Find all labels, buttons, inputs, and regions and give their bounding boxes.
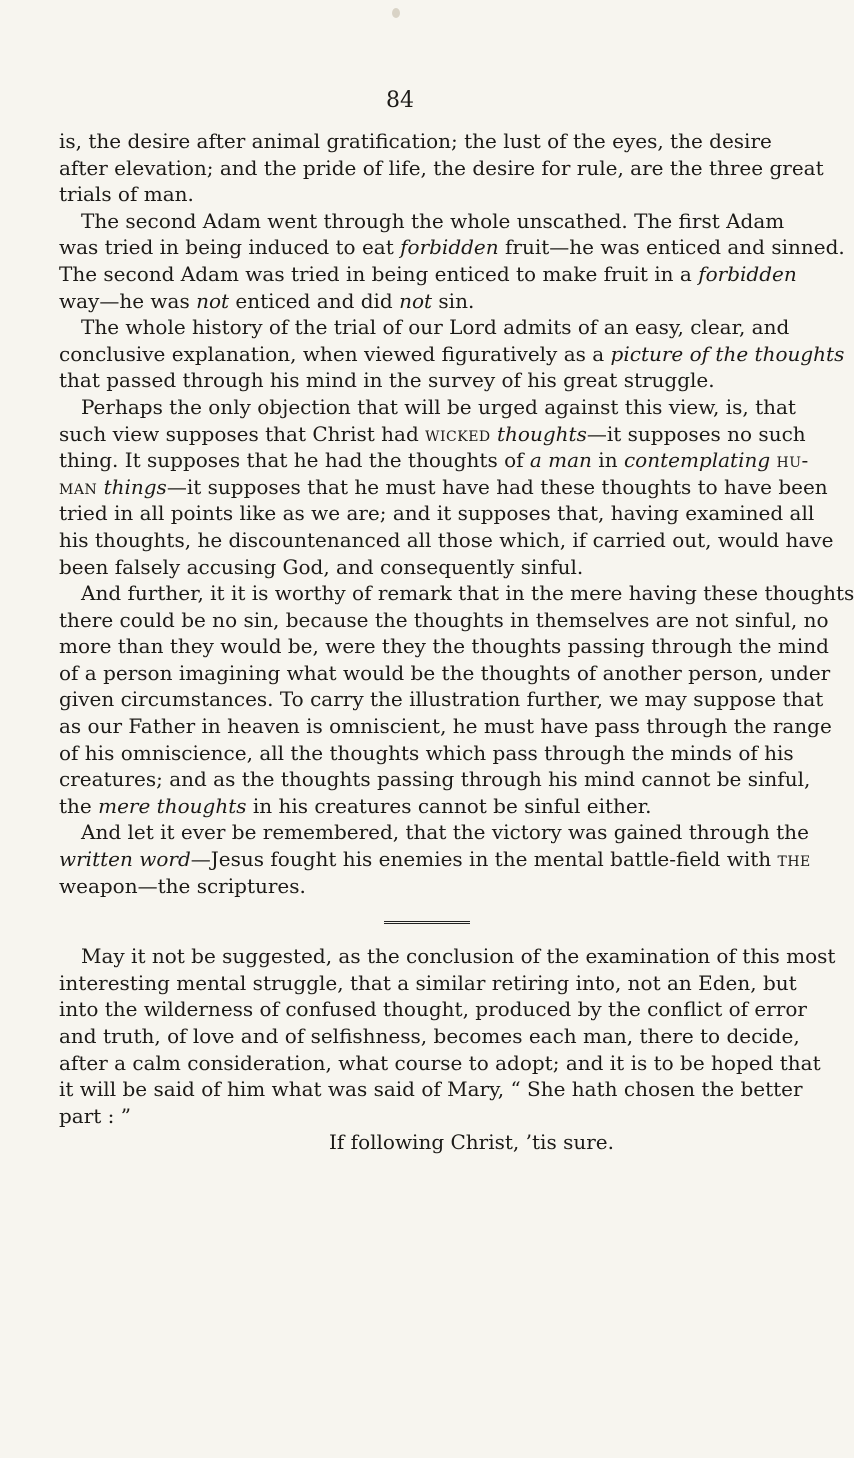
text-segment: enticed and did	[229, 288, 400, 313]
italic-text: written word	[59, 847, 191, 872]
text-segment: that passed through his mind in the survey of his great struggle.	[59, 368, 715, 393]
text-line	[59, 527, 834, 554]
text-segment: of a person imagining what would be the thoughts of another person, under	[59, 660, 831, 685]
text-line	[59, 474, 828, 501]
small-caps-text: man	[59, 474, 98, 499]
text-segment: his thoughts, he discountenanced all those which, if carried out, would have	[59, 527, 834, 552]
text-line	[59, 740, 794, 767]
italic-text: thoughts	[497, 421, 587, 446]
text-line	[59, 394, 796, 421]
text-segment: sin.	[432, 288, 475, 313]
text-segment: such view supposes that Christ had	[59, 421, 426, 446]
text-segment: in	[591, 448, 624, 473]
italic-text: forbidden	[698, 261, 797, 286]
text-line	[59, 793, 759, 820]
text-segment: Perhaps the only objection that will be urged against this view, is, that	[81, 394, 796, 419]
text-segment: the	[59, 793, 99, 818]
text-segment: The second Adam went through the whole unscathed. The first Adam	[81, 208, 785, 233]
text-line	[59, 128, 772, 155]
text-segment: conclusive explanation, when viewed figuratively as a	[59, 341, 611, 366]
text-segment: —Jesus fought his enemies in the mental battle-field with	[190, 847, 778, 872]
text-line	[59, 1050, 821, 1077]
text-segment: trials of man.	[59, 182, 194, 207]
text-segment: tried in all points like as we are; and it supposes that, having examined all	[59, 501, 815, 526]
text-line	[59, 261, 797, 288]
text-line	[59, 943, 836, 970]
text-segment: thing. It supposes that he had the thoughts of	[59, 448, 530, 473]
text-line	[59, 288, 759, 315]
text-segment: May it not be suggested, as the conclusion of the examination of this most	[81, 944, 836, 969]
text-line	[59, 1076, 803, 1103]
italic-text: picture of the thoughts	[610, 341, 845, 366]
text-segment: after elevation; and the pride of life, the desire for rule, are the three great	[59, 155, 824, 180]
text-line	[59, 1023, 800, 1050]
paper-stain	[392, 8, 400, 18]
text-line	[59, 447, 809, 474]
verse-line	[59, 1129, 759, 1156]
text-line	[59, 1103, 759, 1130]
text-line	[59, 766, 811, 793]
text-line	[59, 500, 815, 527]
text-line	[59, 660, 831, 687]
text-line	[59, 314, 790, 341]
text-line	[59, 686, 824, 713]
text-line	[59, 713, 832, 740]
text-segment: as our Father in heaven is omniscient, he must have pass through the range	[59, 714, 832, 739]
text-line	[59, 633, 829, 660]
text-segment: been falsely accusing God, and consequently sinful.	[59, 554, 584, 579]
text-segment: interesting mental struggle, that a similar retiring into, not an Eden, but	[59, 970, 797, 995]
italic-text: contemplating	[623, 448, 771, 473]
italic-text: things	[103, 474, 167, 499]
text-line	[59, 367, 759, 394]
text-segment: —it supposes no such	[586, 421, 806, 446]
small-caps-text: the	[777, 847, 811, 872]
text-segment: into the wilderness of confused thought, produced by the conflict of error	[59, 997, 807, 1022]
text-segment: And let it ever be remembered, that the victory was gained through the	[81, 820, 809, 845]
text-line	[59, 554, 759, 581]
text-segment: —it supposes that he must have had these thoughts to have been	[166, 474, 828, 499]
small-caps-text: wicked	[425, 421, 491, 446]
text-segment: and truth, of love and of selfishness, becomes each man, there to decide,	[59, 1024, 800, 1048]
italic-text: a man	[529, 448, 592, 473]
text-line	[59, 421, 806, 448]
page-number: 84	[386, 88, 414, 113]
text-segment: of his omniscience, all the thoughts which pass through the minds of his	[59, 740, 794, 765]
text-line	[59, 607, 829, 634]
text-line	[59, 996, 807, 1023]
italic-text: forbidden	[400, 235, 499, 260]
text-segment: it will be said of him what was said of Mary, “ She hath chosen the better	[59, 1077, 803, 1102]
text-segment: If following Christ, ’tis sure.	[329, 1130, 614, 1155]
italic-text: not	[399, 288, 433, 313]
double-rule	[384, 921, 470, 924]
body-text	[59, 128, 854, 1156]
text-segment: way—he was	[59, 288, 197, 313]
text-segment: The whole history of the trial of our Lord admits of an easy, clear, and	[81, 315, 790, 340]
text-segment: given circumstances. To carry the illustration further, we may suppose that	[59, 687, 824, 712]
text-segment: more than they would be, were they the thoughts passing through the mind	[59, 634, 829, 659]
text-line	[59, 873, 759, 900]
italic-text: mere thoughts	[98, 793, 247, 818]
text-segment: The second Adam was tried in being enticed to make fruit in a	[59, 261, 699, 286]
text-segment: creatures; and as the thoughts passing through his mind cannot be sinful,	[59, 767, 811, 792]
text-segment: part : ”	[59, 1103, 132, 1128]
text-line	[59, 819, 809, 846]
text-segment: fruit—he was enticed and sinned.	[498, 235, 845, 260]
small-caps-text: hu-	[776, 448, 809, 473]
text-segment: in his creatures cannot be sinful either.	[246, 793, 652, 818]
text-line	[59, 155, 824, 182]
text-segment: weapon—the scriptures.	[59, 873, 306, 898]
text-line	[59, 846, 811, 873]
text-line	[59, 234, 845, 261]
text-segment: was tried in being induced to eat	[59, 235, 401, 260]
section-divider	[59, 899, 759, 943]
text-segment: And further, it it is worthy of remark that in the mere having these thoughts	[81, 581, 854, 606]
text-segment: after a calm consideration, what course to adopt; and it is to be hoped that	[59, 1050, 821, 1075]
text-line	[59, 970, 797, 997]
text-line	[59, 341, 845, 368]
text-line	[59, 208, 785, 235]
text-line	[59, 580, 854, 607]
text-segment: is, the desire after animal gratification; the lust of the eyes, the desire	[59, 129, 772, 153]
text-line	[59, 181, 759, 208]
italic-text: not	[196, 288, 230, 313]
text-segment: there could be no sin, because the thoughts in themselves are not sinful, no	[59, 607, 829, 632]
